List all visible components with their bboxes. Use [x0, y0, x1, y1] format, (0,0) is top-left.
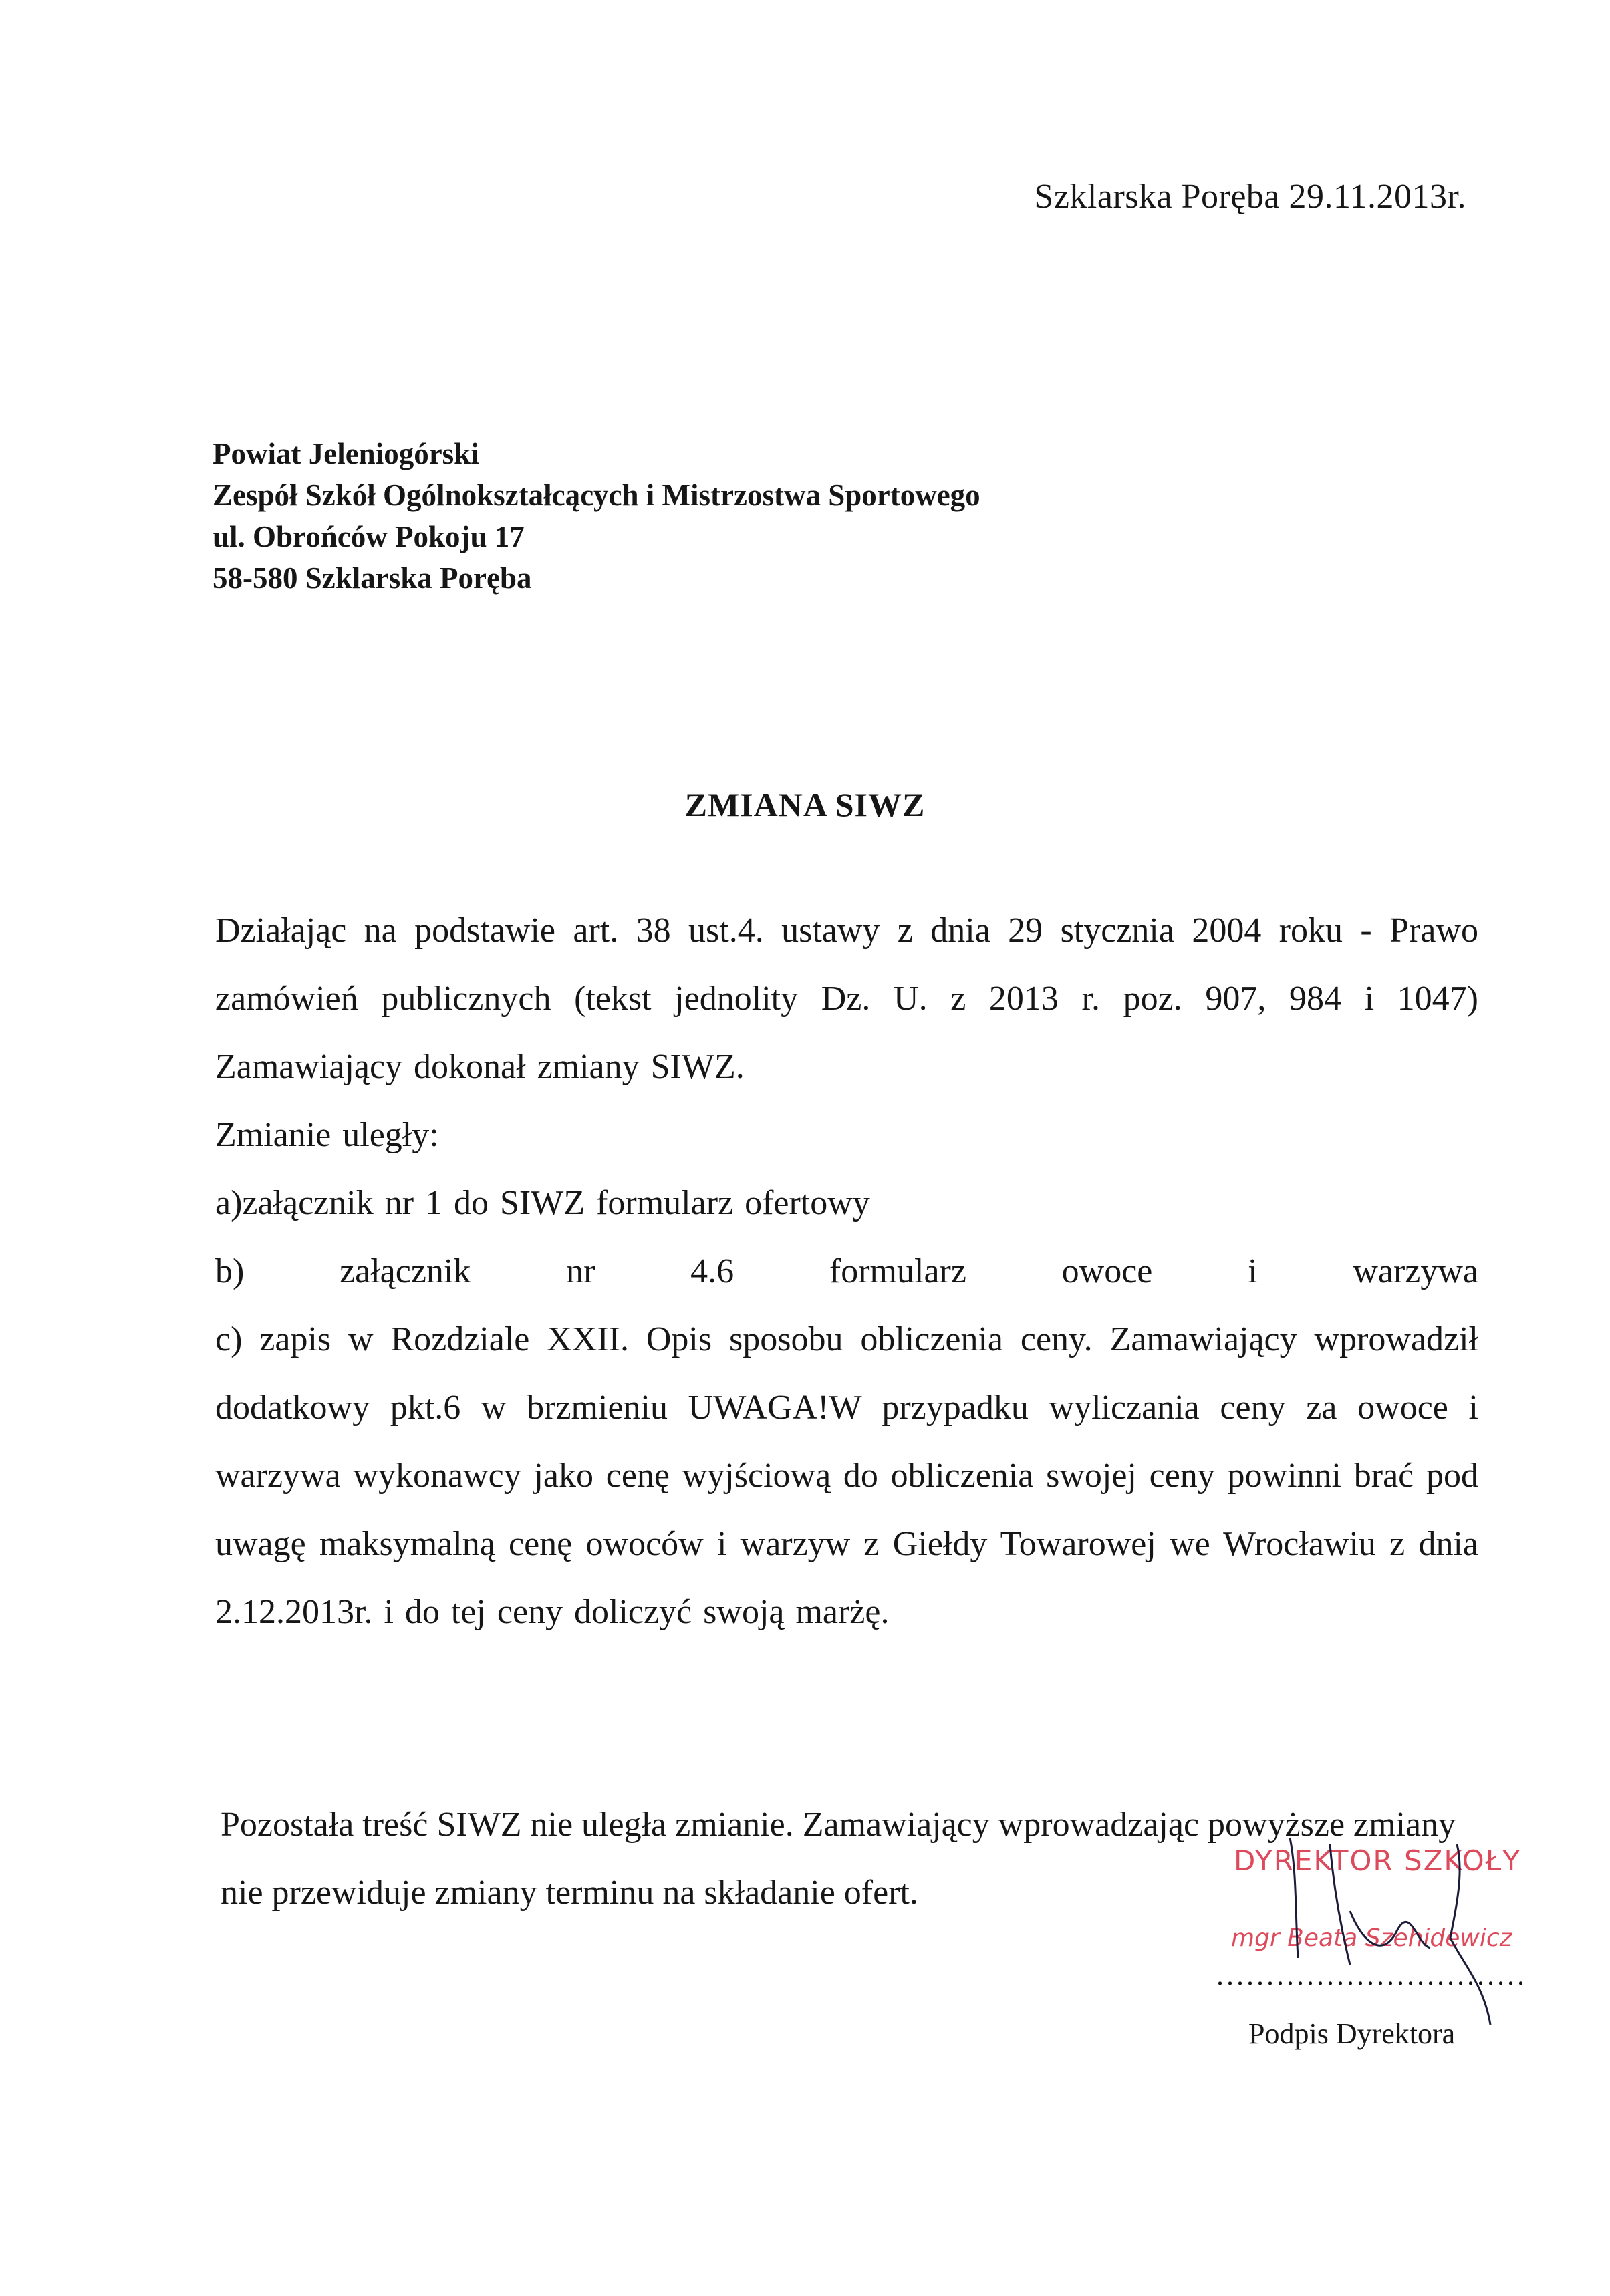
stamp-title: DYREKTOR SZKOŁY: [1234, 1844, 1521, 1877]
change-item-c: c) zapis w Rozdziale XXII. Opis sposobu obliczenia ceny. Zamawiający wprowadził dodatkowy pkt.6 w brzmieniu UWAGA!W przypadku wyliczania ceny za owoce i warzywa wykonawcy jako cenę wyjściową do obliczenia swojej ceny powinni brać pod uwagę maksymalną cenę owoców i warzyw z Giełdy Towarowej we Wrocławiu z dnia 2.12.2013r. i do tej ceny doliczyć swoją marżę.: [215, 1320, 1478, 1631]
intro-paragraph: Działając na podstawie art. 38 ust.4. ustawy z dnia 29 stycznia 2004 roku - Prawo zamówień publicznych (tekst jednolity Dz. U. z 2013 r. poz. 907, 984 i 1047) Zamawiający dokonał zmiany SIWZ.: [215, 911, 1478, 1086]
addressee-line-3: ul. Obrońców Pokoju 17: [213, 520, 525, 553]
stamp-name: mgr Beata Szehidewicz: [1231, 1924, 1512, 1952]
place-date: Szklarska Poręba 29.11.2013r.: [1034, 178, 1466, 216]
change-item-b: b) załącznik nr 4.6 formularz owoce i warzywa: [215, 1252, 1478, 1290]
document-title: ZMIANA SIWZ: [684, 786, 926, 823]
body-text: [215, 897, 1478, 1646]
closing-text: Pozostała treść SIWZ nie uległa zmianie. Zamawiający wprowadzając powyższe zmiany nie przewiduje zmiany terminu na składanie ofert.: [221, 1806, 1456, 1912]
handwritten-signature: [1196, 1831, 1544, 2031]
change-item-a: a)załącznik nr 1 do SIWZ formularz ofertowy: [215, 1184, 870, 1222]
addressee-line-1: Powiat Jeleniogórski: [213, 437, 479, 470]
signature-line: ...............................: [1216, 1959, 1527, 1991]
addressee-line-2: Zespół Szkół Ogólnokształcących i Mistrzostwa Sportowego: [213, 478, 980, 512]
addressee-block: [213, 433, 980, 599]
addressee-line-4: 58-580 Szklarska Poręba: [213, 561, 532, 595]
changes-heading: Zmianie uległy:: [215, 1116, 439, 1154]
signature-label: Podpis Dyrektora: [1248, 2017, 1456, 2050]
